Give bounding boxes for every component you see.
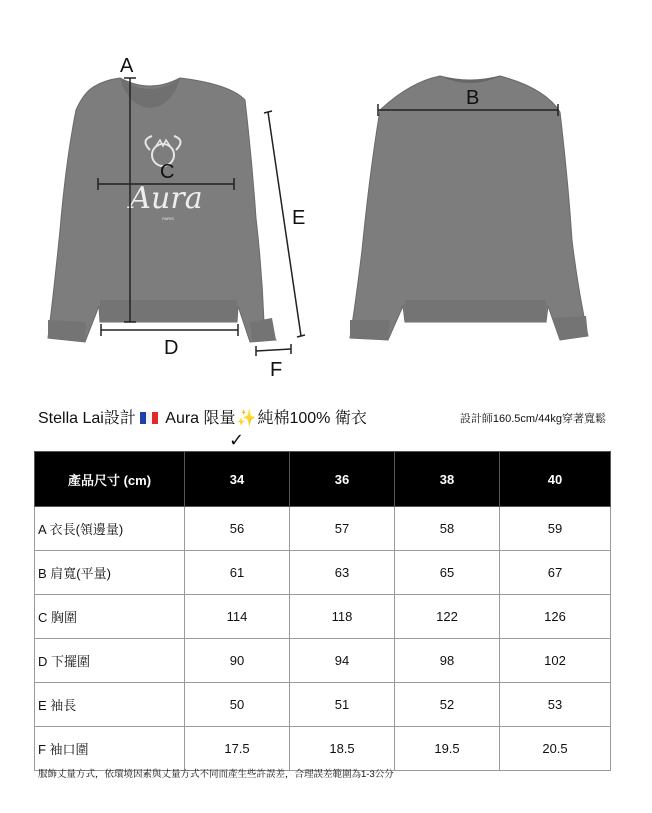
sweatshirt-front (48, 78, 276, 342)
cell-value: 94 (290, 639, 395, 683)
row-label: A 衣長(領邊量) (35, 507, 185, 551)
france-flag-icon (140, 411, 158, 423)
sweatshirt-size-diagram (0, 0, 652, 390)
header-size-36: 36 (290, 452, 395, 507)
header-size-40: 40 (500, 452, 611, 507)
cell-value: 56 (185, 507, 290, 551)
label-a: A (120, 55, 134, 77)
cell-value: 102 (500, 639, 611, 683)
size-table (34, 451, 611, 771)
cell-value: 17.5 (185, 727, 290, 771)
label-c: C (160, 161, 175, 183)
header-size-38: 38 (395, 452, 500, 507)
header-size-label: 產品尺寸 (cm) (35, 452, 185, 507)
row-label: D 下擺圍 (35, 639, 185, 683)
cell-value: 18.5 (290, 727, 395, 771)
selected-size-check-icon: ✓ (229, 430, 245, 450)
cell-value: 61 (185, 551, 290, 595)
logo-subtext: PARIS (162, 216, 174, 221)
cell-value: 122 (395, 595, 500, 639)
table-row (35, 639, 611, 683)
heading-brand: Aura 限量 (160, 410, 236, 427)
label-d: D (164, 337, 179, 359)
cell-value: 57 (290, 507, 395, 551)
sparkle-icon: ✨ (236, 410, 257, 427)
table-row (35, 727, 611, 771)
cell-value: 126 (500, 595, 611, 639)
cell-value: 53 (500, 683, 611, 727)
row-label: F 袖口圍 (35, 727, 185, 771)
heading-designer: Stella Lai設計 (38, 410, 136, 427)
table-row (35, 551, 611, 595)
cell-value: 52 (395, 683, 500, 727)
cell-value: 67 (500, 551, 611, 595)
cell-value: 50 (185, 683, 290, 727)
row-label: E 袖長 (35, 683, 185, 727)
table-row (35, 507, 611, 551)
cell-value: 114 (185, 595, 290, 639)
label-e: E (292, 207, 306, 229)
table-header-row (35, 452, 611, 507)
cell-value: 19.5 (395, 727, 500, 771)
sweatshirt-back (350, 76, 588, 340)
cell-value: 59 (500, 507, 611, 551)
cell-value: 58 (395, 507, 500, 551)
cell-value: 65 (395, 551, 500, 595)
table-row (35, 595, 611, 639)
designer-fit-note: 設計師160.5cm/44kg穿著寬鬆 (459, 413, 606, 425)
heading-material: 純棉100% 衛衣 (257, 410, 367, 427)
product-heading (38, 405, 367, 428)
cell-value: 51 (290, 683, 395, 727)
header-size-34: 34 (185, 452, 290, 507)
logo-text: Aura (129, 181, 203, 216)
row-label: B 肩寬(平量) (35, 551, 185, 595)
row-label: C 胸圍 (35, 595, 185, 639)
cell-value: 63 (290, 551, 395, 595)
table-row (35, 683, 611, 727)
cell-value: 118 (290, 595, 395, 639)
label-b: B (466, 87, 480, 109)
cell-value: 90 (185, 639, 290, 683)
cell-value: 20.5 (500, 727, 611, 771)
measurement-footnote: 服飾丈量方式，依環境因素與丈量方式不同而產生些許誤差，合理誤差範圍為1-3公分 (38, 769, 394, 780)
label-f: F (270, 359, 283, 381)
cell-value: 98 (395, 639, 500, 683)
